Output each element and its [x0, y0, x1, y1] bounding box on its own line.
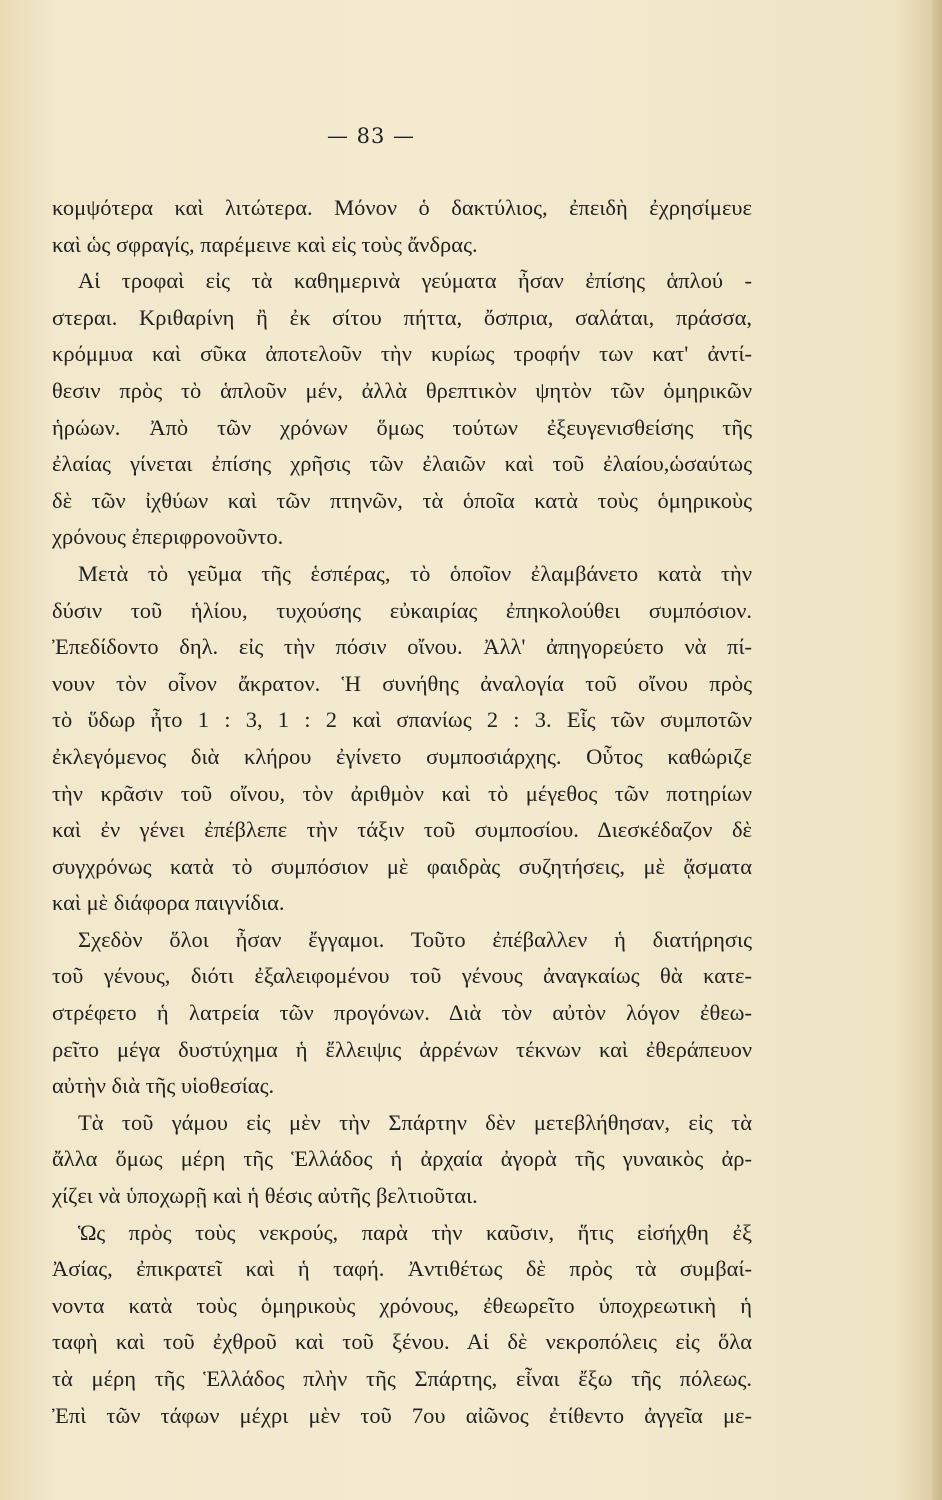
text-line: στρέφετο ἡ λατρεία τῶν προγόνων. Διὰ τὸν αὐτὸν λόγον ἐθεω- — [52, 1000, 752, 1026]
text-line: ταφὴ καὶ τοῦ ἐχθροῦ καὶ τοῦ ξένου. Αἱ δὲ νεκροπόλεις εἰς ὅλα — [52, 1329, 752, 1355]
text-line: Ὡς πρὸς τοὺς νεκρούς, παρὰ τὴν καῦσιν, ἥτις εἰσήχθη ἐξ — [78, 1219, 752, 1245]
text-line: ἄλλα ὅμως μέρη τῆς Ἑλλάδος ἡ ἀρχαία ἀγορὰ τῆς γυναικὸς ἀρ- — [52, 1146, 752, 1172]
text-line: θεσιν πρὸς τὸ ἁπλοῦν μέν, ἀλλὰ θρεπτικὸν ψητὸν τῶν ὁμηρικῶν — [52, 377, 752, 403]
text-line: ἐκλεγόμενος διὰ κλήρου ἐγίνετο συμποσιάρχης. Οὗτος καθώριζε — [52, 743, 752, 769]
text-line: Ἐπὶ τῶν τάφων μέχρι μὲν τοῦ 7ου αἰῶνος ἐτίθεντο ἀγγεῖα με- — [52, 1402, 752, 1428]
text-line: κρόμμυα καὶ σῦκα ἀποτελοῦν τὴν κυρίως τροφήν των κατ' ἀντί- — [52, 341, 752, 367]
body-text — [52, 190, 752, 1434]
text-line: τὴν κρᾶσιν τοῦ οἴνου, τὸν ἀριθμὸν καὶ τὸ μέγεθος τῶν ποτηρίων — [52, 780, 752, 806]
page-number: — 83 — — [326, 124, 416, 148]
text-line: ἐλαίας γίνεται ἐπίσης χρῆσις τῶν ἐλαιῶν καὶ τοῦ ἐλαίου,ὡσαύτως — [52, 451, 752, 477]
text-line: δὲ τῶν ἰχθύων καὶ τῶν πτηνῶν, τὰ ὁποῖα κατὰ τοὺς ὁμηρικοὺς — [52, 487, 752, 513]
text-line: τὸ ὕδωρ ἦτο 1 : 3, 1 : 2 καὶ σπανίως 2 : 3. Εἷς τῶν συμποτῶν — [52, 707, 752, 733]
text-line: ρεῖτο μέγα δυστύχημα ἡ ἔλλειψις ἀρρένων τέκνων καὶ ἐθεράπευον — [52, 1036, 752, 1062]
text-line: τοῦ γένους, διότι ἐξαλειφομένου τοῦ γένους ἀναγκαίως θὰ κατε- — [52, 963, 752, 989]
text-line: στεραι. Κριθαρίνη ἢ ἐκ σίτου πήττα, ὄσπρια, σαλάται, πράσσα, — [52, 304, 752, 330]
text-line: τὰ μέρη τῆς Ἑλλάδος πλὴν τῆς Σπάρτης, εἶναι ἔξω τῆς πόλεως. — [52, 1366, 752, 1391]
text-line: συγχρόνως κατὰ τὸ συμπόσιον μὲ φαιδρὰς συζητήσεις, μὲ ᾄσματα — [52, 853, 752, 879]
text-line: δύσιν τοῦ ἡλίου, τυχούσης εὐκαιρίας ἐπηκολούθει συμπόσιον. — [52, 597, 752, 623]
text-line: χρόνους ἐπεριφρονοῦντο. — [52, 524, 284, 550]
text-line: αὐτὴν διὰ τῆς υἱοθεσίας. — [52, 1073, 275, 1099]
text-line: Τὰ τοῦ γάμου εἰς μὲν τὴν Σπάρτην δὲν μετεβλήθησαν, εἰς τὰ — [78, 1109, 752, 1135]
text-line: ἡρώων. Ἀπὸ τῶν χρόνων ὅμως τούτων ἐξευγενισθείσης τῆς — [52, 414, 752, 440]
text-line: καὶ ὡς σφραγίς, παρέμεινε καὶ εἰς τοὺς ἄνδρας. — [52, 231, 478, 257]
text-line: καὶ ἐν γένει ἐπέβλεπε τὴν τάξιν τοῦ συμποσίου. Διεσκέδαζον δὲ — [52, 817, 752, 843]
page-edge — [932, 0, 942, 1500]
text-line: χίζει νὰ ὑποχωρῇ καὶ ἡ θέσις αὐτῆς βελτιοῦται. — [52, 1183, 478, 1209]
text-line: καὶ μὲ διάφορα παιγνίδια. — [52, 890, 285, 916]
text-line: Αἱ τροφαὶ εἰς τὰ καθημερινὰ γεύματα ἦσαν ἐπίσης ἁπλού - — [78, 268, 752, 294]
text-line: Σχεδὸν ὅλοι ἦσαν ἔγγαμοι. Τοῦτο ἐπέβαλλεν ἡ διατήρησις — [78, 926, 752, 952]
text-line: Μετὰ τὸ γεῦμα τῆς ἑσπέρας, τὸ ὁποῖον ἐλαμβάνετο κατὰ τὴν — [78, 560, 752, 586]
text-line: Ἀσίας, ἐπικρατεῖ καὶ ἡ ταφή. Ἀντιθέτως δὲ πρὸς τὰ συμβαί- — [52, 1256, 752, 1282]
text-line: κομψότερα καὶ λιτώτερα. Μόνον ὁ δακτύλιος, ἐπειδὴ ἐχρησίμευε — [52, 195, 752, 220]
text-line: νουν τὸν οἶνον ἄκρατον. Ἡ συνήθης ἀναλογία τοῦ οἴνου πρὸς — [52, 670, 752, 696]
text-line: νοντα κατὰ τοὺς ὁμηρικοὺς χρόνους, ἐθεωρεῖτο ὑποχρεωτικὴ ἡ — [52, 1292, 752, 1318]
text-line: Ἐπεδίδοντο δηλ. εἰς τὴν πόσιν οἴνου. Ἀλλ' ἀπηγορεύετο νὰ πί- — [52, 634, 752, 660]
